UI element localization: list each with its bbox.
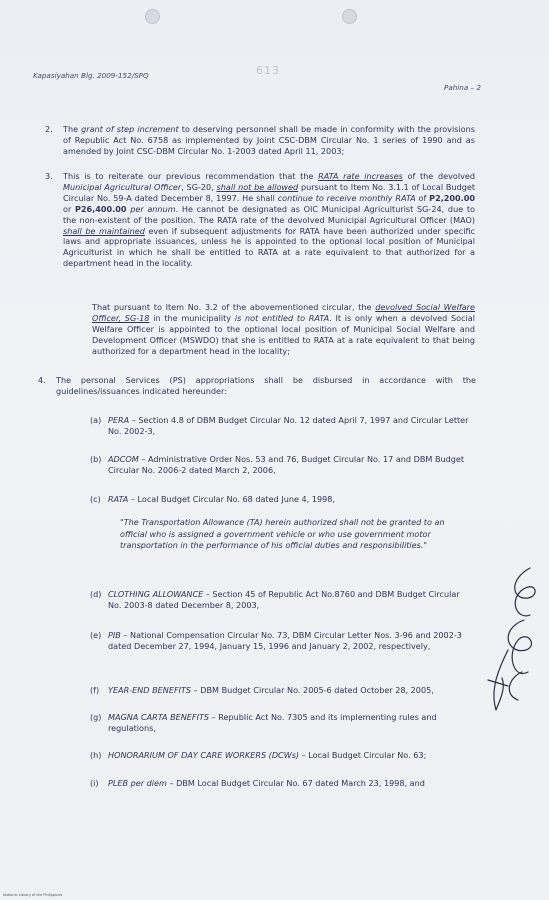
sub-item-h: (h) HONORARIUM OF DAY CARE WORKERS (DCWs) – Local Budget Circular No. 63;: [90, 750, 427, 760]
item-3-social-welfare-paragraph: That pursuant to Item No. 3.2 of the abovementioned circular, the devolved Social Welfare Officer, SG-18 in the municipality is not entitled to RATA. It is only when a devolved Social Welfare Officer is appointed to the optional local position of Municipal Social Welfare and Development Officer (MSWDO) that she is entitled to RATA at a rate equivalent to that being authorized for a department head in the locality;: [92, 302, 476, 356]
item-4-number: 4.: [38, 375, 46, 385]
footer-watermark: National Library of the Philippines: [3, 893, 63, 897]
sub-item-i: (i) PLEB per diem – DBM Local Budget Circular No. 67 dated March 23, 1998, and: [90, 778, 425, 788]
resolution-number: Kapasiyahan Blg. 2009-152/SPQ: [33, 71, 149, 80]
sub-item-g: (g) MAGNA CARTA BENEFITS – Republic Act No. 7305 and its implementing rules and regulations,: [90, 712, 437, 733]
item-2-number: 2.: [45, 124, 53, 134]
item-3-paragraph: This is to reiterate our previous recommendation that the RATA rate increases of the devolved Municipal Agricultural Officer, SG-20, shall not be allowed pursuant to Item No. 3.1.1 of Local Budget Circular No. 59-A dated December 8, 1997. He shall continue to receive monthly RATA of P2,200.00 or P26,400.00 per annum. He cannot be designated as OIC Municipal Agriculturist SG-24, due to the non-existent of the position. The RATA rate of the devolved Municipal Agricultural Officer (MAO) shall be maintained even if subsequent adjustments for RATA have been authorized under specific laws and appropriate issuances, unless he is appointed to the optional local position of Municipal Agriculturist in which he shall be entitled to RATA at a rate equivalent to that authorized for a department head in the locality.: [63, 171, 476, 269]
page-stamp: 613: [256, 64, 280, 77]
handwritten-signature: [478, 560, 548, 720]
item-2-paragraph: The grant of step increment to deserving personnel shall be made in conformity with the provisions of Republic Act No. 6758 as implemented by Joint CSC-DBM Circular No. 1 series of 1990 and as amended by Joint CSC-DBM Circular No. 1-2003 dated April 11, 2003;: [63, 124, 475, 156]
item-3-number: 3.: [45, 171, 53, 181]
page-number: Pahina – 2: [444, 83, 481, 92]
sub-item-d: (d) CLOTHING ALLOWANCE – Section 45 of Republic Act No.8760 and DBM Budget Circular No. 2003-8 dated December 8, 2003,: [90, 589, 460, 610]
sub-item-b: (b) ADCOM – Administrative Order Nos. 53 and 76, Budget Circular No. 17 and DBM Budget Circular No. 2006-2 dated March 2, 2006,: [90, 454, 465, 475]
transportation-allowance-quote: "The Transportation Allowance (TA) herein authorized shall not be granted to an official who is assigned a government vehicle or who use government motor transportation in the performance of his official duties and responsibilities.": [120, 517, 445, 550]
sub-item-f: (f) YEAR-END BENEFITS – DBM Budget Circular No. 2005-6 dated October 28, 2005,: [90, 685, 434, 695]
punch-hole-left: [145, 9, 160, 24]
sub-item-e: (e) PIB – National Compensation Circular No. 73, DBM Circular Letter Nos. 3-96 and 2002-3 dated December 27, 1994, January 15, 1996 and January 2, 2002, respectively,: [90, 630, 462, 651]
item-4-paragraph: The personal Services (PS) appropriations shall be disbursed in accordance with the guidelines/issuances indicated hereunder:: [56, 375, 476, 396]
sub-item-a: (a) PERA – Section 4.8 of DBM Budget Circular No. 12 dated April 7, 1997 and Circular Letter No. 2002-3,: [90, 415, 469, 436]
punch-hole-right: [342, 9, 357, 24]
sub-item-c: (c) RATA – Local Budget Circular No. 68 dated June 4, 1998,: [90, 494, 335, 504]
